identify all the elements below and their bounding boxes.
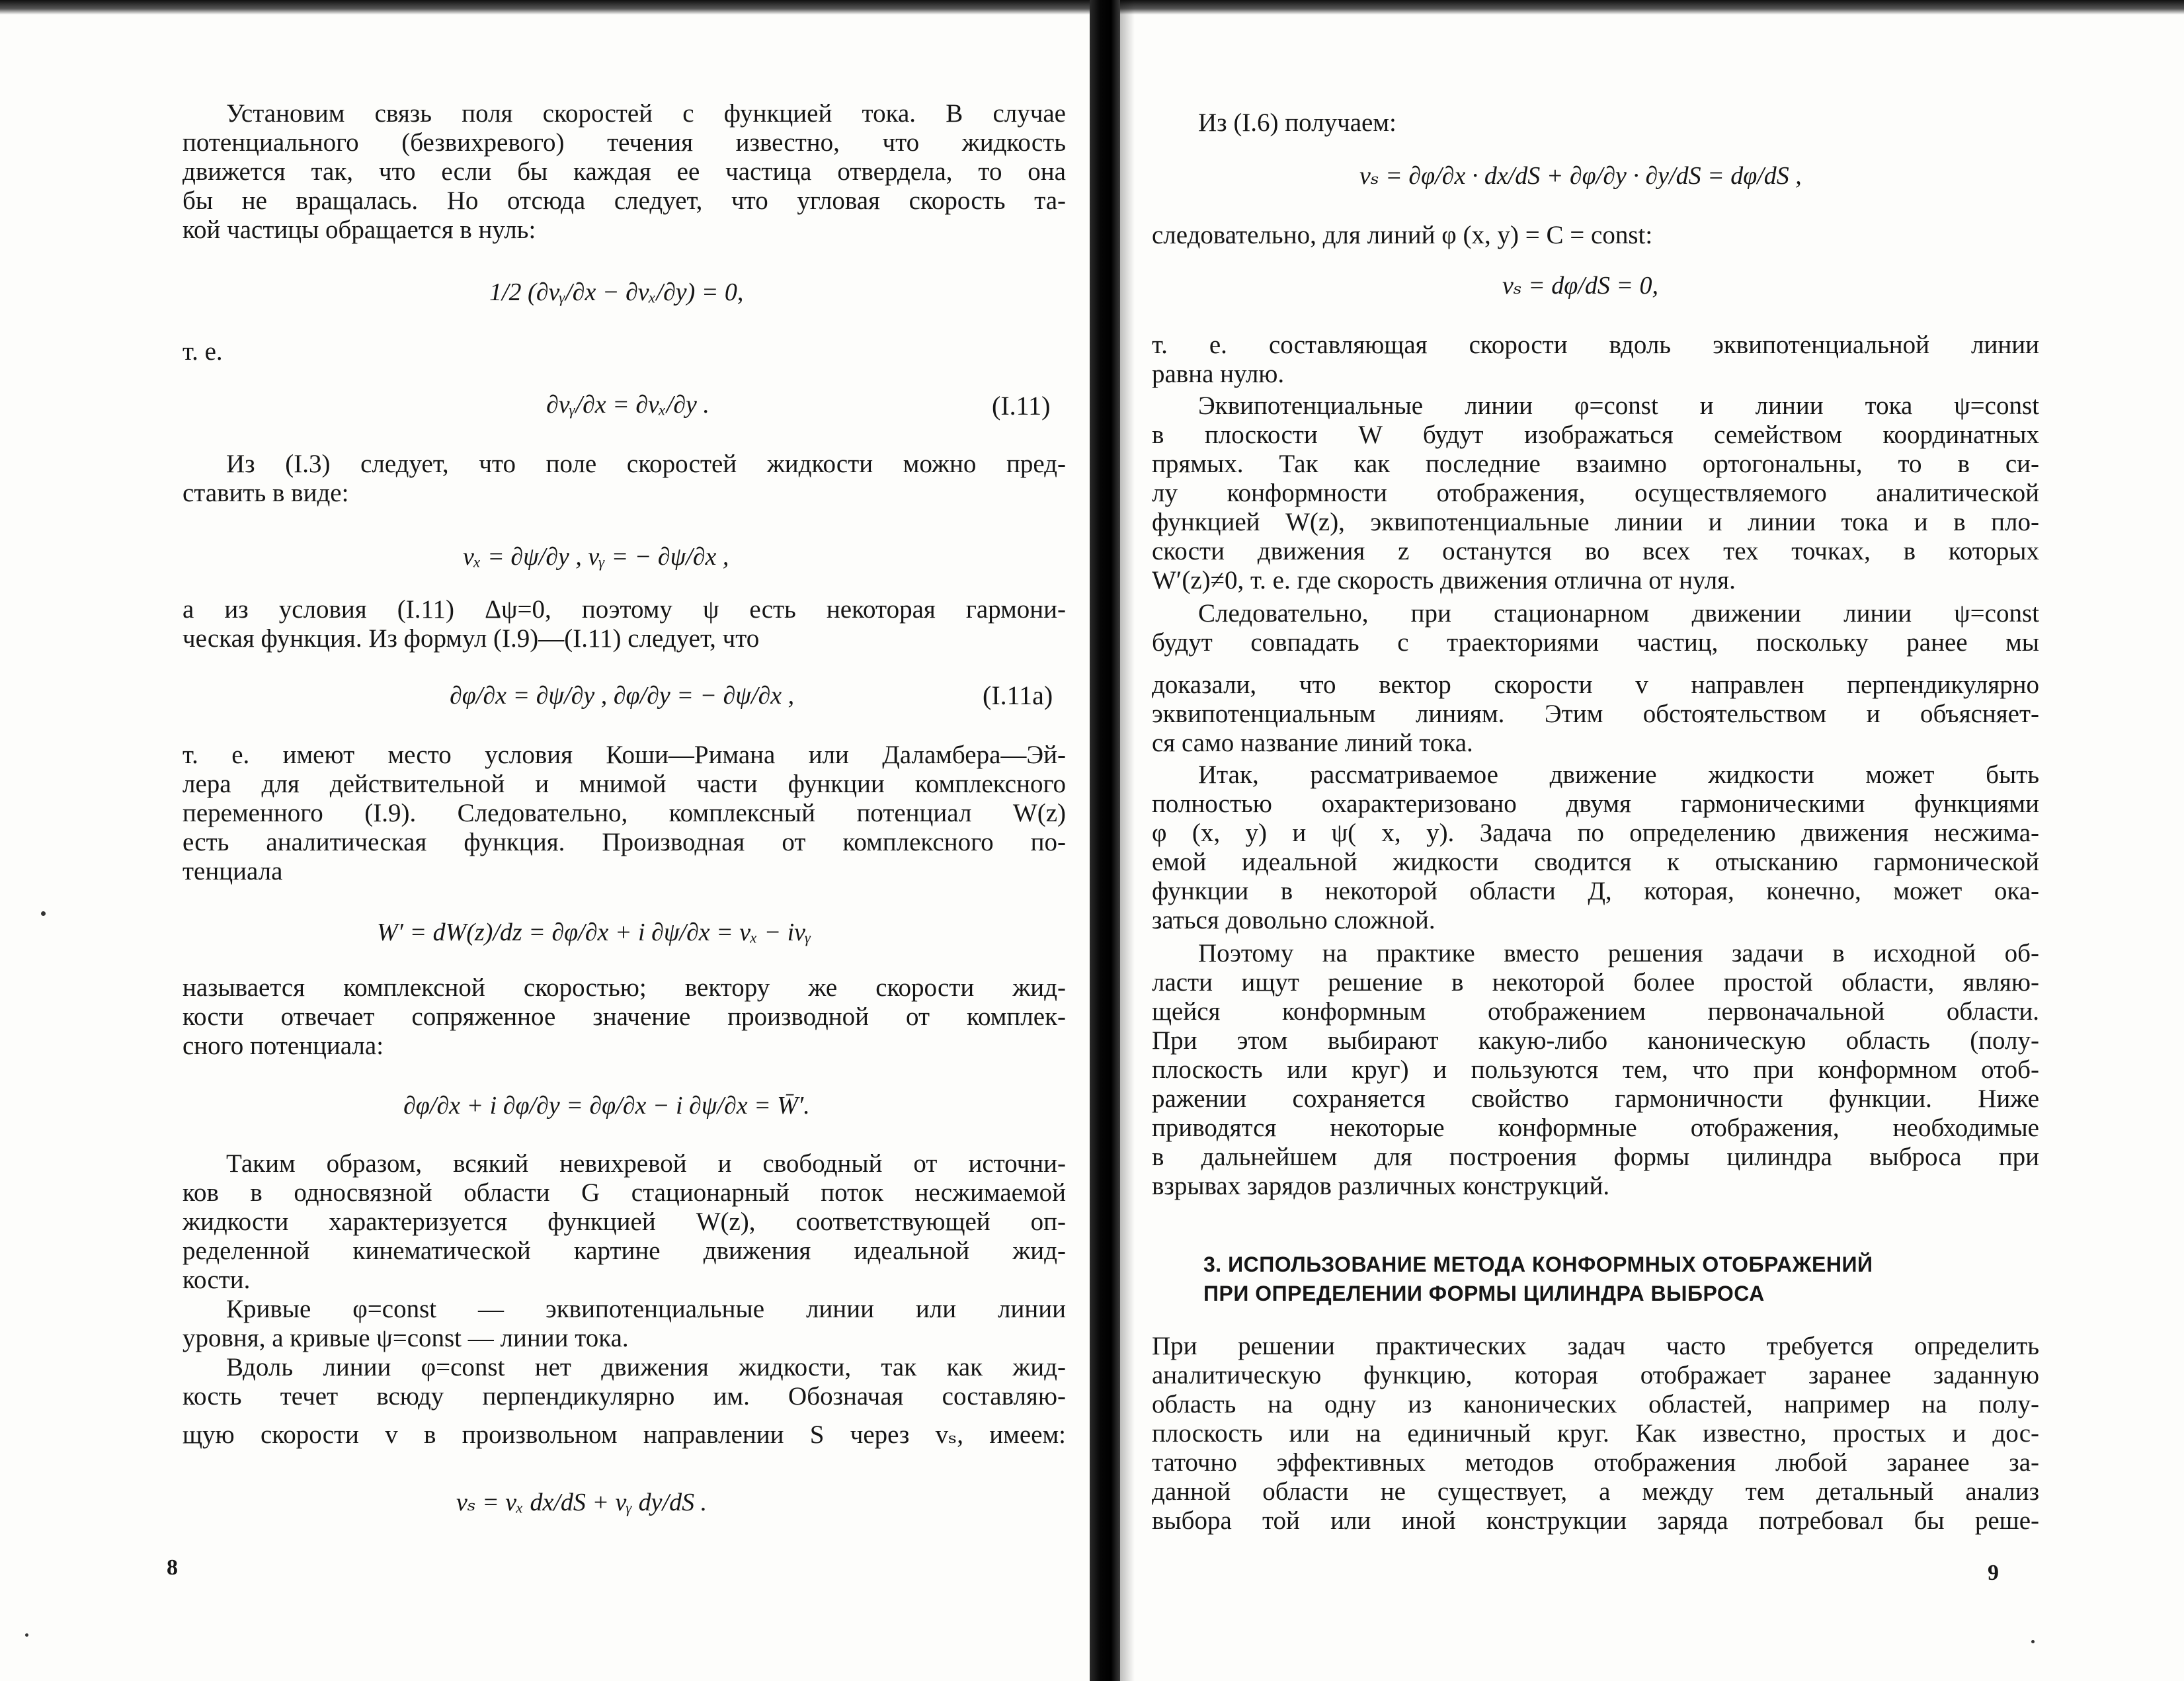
formula-i11: ∂vᵧ/∂x = ∂vₓ/∂y . (546, 391, 709, 419)
text-line: т. е. составляющая скорости вдоль эквипотенциальной линии (1152, 331, 2039, 359)
section-heading: 3. ИСПОЛЬЗОВАНИЕ МЕТОДА КОНФОРМНЫХ ОТОБРАЖЕНИЙ (1203, 1252, 1873, 1276)
text-line: плоскость или круг) и пользуются тем, что при конформном отоб- (1152, 1055, 2039, 1084)
text-line: Эквипотенциальные линии φ=const и линии тока ψ=const (1198, 391, 2039, 420)
text-line: Следовательно, при стационарном движении линии ψ=const (1198, 599, 2039, 628)
right-page (1135, 0, 2184, 1681)
text-line: выбора той или иной конструкции заряда потребовал бы реше- (1152, 1506, 2039, 1535)
text-line: Вдоль линии φ=const нет движения жидкости, так как жид- (226, 1353, 1066, 1381)
text-line: лу конформности отображения, осуществляемого аналитической (1152, 479, 2039, 507)
text-line: функцией W(z), эквипотенциальные линии и линии тока и в пло- (1152, 508, 2039, 536)
page-number: 8 (167, 1555, 178, 1580)
scan-speck (2031, 1640, 2035, 1643)
text-line: Итак, рассматриваемое движение жидкости может быть (1198, 760, 2039, 789)
text-line: в дальнейшем для построения формы цилиндра выброса при (1152, 1143, 2039, 1171)
text-line: т. е. (182, 337, 223, 366)
text-line: бы не вращалась. Но отсюда следует, что угловая скорость та- (182, 186, 1066, 215)
formula-complex: W′ = dW(z)/dz = ∂φ/∂x + i ∂ψ/∂x = vₓ − ivᵧ (377, 919, 811, 946)
text-line: движется так, что если бы каждая ее частица отвердела, то она (182, 157, 1066, 186)
text-line: прямых. Так как последние взаимно ортогональны, то в си- (1152, 450, 2039, 478)
text-line: функции в некоторой области Д, которая, конечно, может ока- (1152, 877, 2039, 905)
text-line: в плоскости W будут изображаться семейством координатных (1152, 421, 2039, 449)
text-line: Кривые φ=const — эквипотенциальные линии или линии (226, 1295, 1066, 1323)
text-line: уровня, а кривые ψ=const — линии тока. (182, 1324, 629, 1352)
text-line: потенциального (безвихревого) течения известно, что жидкость (182, 128, 1066, 157)
formula-vs: vₛ = vₓ dx/dS + vᵧ dy/dS . (456, 1489, 708, 1516)
formula-rotation: 1/2 (∂vᵧ/∂x − ∂vₓ/∂y) = 0, (489, 278, 744, 306)
text-line: Из (I.6) получаем: (1198, 108, 1396, 137)
left-page (0, 0, 1090, 1681)
text-line: кости отвечает сопряженное значение производной от комплек- (182, 1003, 1066, 1031)
text-line: тенциала (182, 857, 283, 885)
text-line: таточно эффективных методов отображения любой заранее за- (1152, 1448, 2039, 1477)
formula-conjugate: ∂φ/∂x + i ∂φ/∂y = ∂φ/∂x − i ∂ψ/∂x = W̄′. (403, 1092, 810, 1120)
text-line: Из (I.3) следует, что поле скоростей жидкости можно пред- (226, 450, 1066, 478)
text-line: аналитическую функцию, которая отображает заранее заданную (1152, 1361, 2039, 1389)
text-line: заться довольно сложной. (1152, 906, 1436, 934)
text-line: т. е. имеют место условия Коши—Римана или Даламбера—Эй- (182, 741, 1066, 769)
text-line: W′(z)≠0, т. е. где скорость движения отлична от нуля. (1152, 566, 1736, 594)
section-heading: ПРИ ОПРЕДЕЛЕНИИ ФОРМЫ ЦИЛИНДРА ВЫБРОСА (1203, 1282, 1765, 1305)
equation-number: (I.11) (992, 391, 1051, 421)
text-line: есть аналитическая функция. Производная от комплексного по- (182, 828, 1066, 856)
scan-speck (25, 1633, 28, 1637)
text-line: Установим связь поля скоростей с функцией тока. В случае (226, 99, 1066, 128)
text-line: Поэтому на практике вместо решения задачи в исходной об- (1198, 939, 2039, 967)
text-line: взрывах зарядов различных конструкций. (1152, 1172, 1610, 1200)
text-line: щую скорости v в произвольном направлении S через vₛ, имеем: (182, 1420, 1066, 1449)
text-line: полностью охарактеризовано двумя гармоническими функциями (1152, 790, 2039, 818)
text-line: называется комплексной скоростью; вектору же скорости жид- (182, 973, 1066, 1002)
formula-vs-chain: vₛ = ∂φ/∂x · dx/dS + ∂φ/∂y · ∂y/dS = dφ/dS , (1359, 162, 1802, 190)
text-line: область на одну из канонических областей, например на полу- (1152, 1390, 2039, 1418)
text-line: φ (x, y) и ψ( x, y). Задача по определению движения несжима- (1152, 819, 2039, 847)
text-line: переменного (I.9). Следовательно, комплексный потенциал W(z) (182, 799, 1066, 827)
book-spine (1090, 0, 1120, 1681)
text-line: сного потенциала: (182, 1032, 384, 1060)
text-line: данной области не существует, а между тем детальный анализ (1152, 1477, 2039, 1506)
text-line: эквипотенциальным линиям. Этим обстоятельством и объясняет- (1152, 700, 2039, 728)
text-line: жидкости характеризуется функцией W(z), соответствующей оп- (182, 1208, 1066, 1236)
text-line: приводятся некоторые конформные отображения, необходимые (1152, 1114, 2039, 1142)
text-line: При решении практических задач часто требуется определить (1152, 1332, 2039, 1360)
text-line: доказали, что вектор скорости v направлен перпендикулярно (1152, 671, 2039, 699)
text-line: лера для действительной и мнимой части функции комплексного (182, 770, 1066, 798)
text-line: Таким образом, всякий невихревой и свободный от источни- (226, 1149, 1066, 1178)
text-line: ражении сохраняется свойство гармоничности функции. Ниже (1152, 1085, 2039, 1113)
text-line: ласти ищут решение в некоторой более простой области, являю- (1152, 968, 2039, 997)
text-line: следовательно, для линий φ (x, y) = C = const: (1152, 221, 1653, 249)
text-line: ческая функция. Из формул (I.9)—(I.11) следует, что (182, 624, 760, 653)
formula-vs-zero: vₛ = dφ/dS = 0, (1502, 272, 1659, 300)
book-spine-shadow (1120, 0, 1135, 1681)
text-line: При этом выбирают какую-либо каноническую область (полу- (1152, 1026, 2039, 1055)
text-line: ся само название линий тока. (1152, 729, 1473, 757)
text-line: кость течет всюду перпендикулярно им. Обозначая составляю- (182, 1382, 1066, 1411)
text-line: кости. (182, 1266, 251, 1294)
text-line: плоскость или на единичный круг. Как известно, простых и дос- (1152, 1419, 2039, 1448)
formula-i11a: ∂φ/∂x = ∂ψ/∂y , ∂φ/∂y = − ∂ψ/∂x , (450, 682, 795, 710)
text-line: будут совпадать с траекториями частиц, поскольку ранее мы (1152, 628, 2039, 657)
text-line: ков в односвязной области G стационарный поток несжимаемой (182, 1178, 1066, 1207)
scan-speck (41, 911, 46, 916)
text-line: ределенной кинематической картине движения идеальной жид- (182, 1237, 1066, 1265)
text-line: скости движения z останутся во всех тех точках, в которых (1152, 537, 2039, 565)
text-line: ставить в виде: (182, 479, 349, 507)
text-line: а из условия (I.11) Δψ=0, поэтому ψ есть некоторая гармони- (182, 595, 1066, 624)
text-line: кой частицы обращается в нуль: (182, 216, 536, 244)
formula-velocity: vₓ = ∂ψ/∂y , vᵧ = − ∂ψ/∂x , (463, 543, 729, 571)
text-line: емой идеальной жидкости сводится к отысканию гармонической (1152, 848, 2039, 876)
text-line: щейся конформным отображением первоначальной области. (1152, 997, 2039, 1026)
equation-number: (I.11a) (983, 680, 1053, 710)
text-line: равна нулю. (1152, 360, 1285, 388)
page-number: 9 (1988, 1561, 1999, 1585)
